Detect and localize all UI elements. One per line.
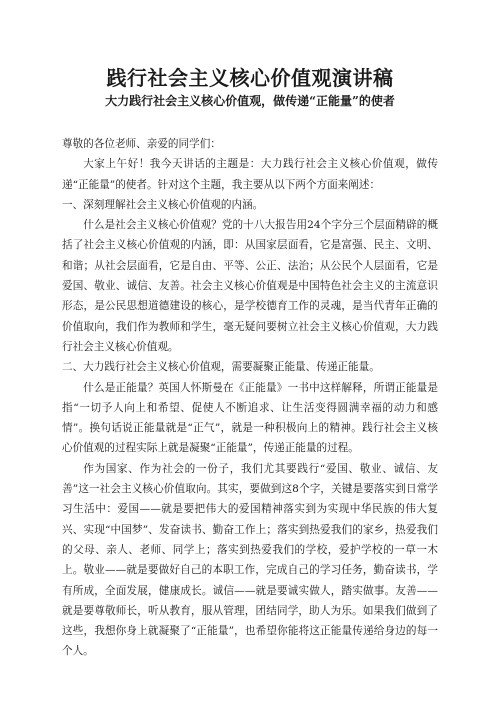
body-paragraph: 什么是社会主义核心价值观？党的十八大报告用24个字分三个层面精辟的概括了社会主义核心价值观的内涵，即：从国家层面看，它是富强、民主、文明、和谐；从社会层面看，它是自由、平等、公正、法治；从公民个人层面看，它是爱国、敬业、诚信、友善。社会主义核心价值观是中国特色社会主义的主流意识形态，是公民思想道德建设的核心，是学校德育工作的灵魂，是当代青年正确的价值取向，我们作为教师和学生，毫无疑问要树立社会主义核心价值观，大力践行社会主义核心价值观。	[62, 219, 438, 353]
document-body	[62, 134, 438, 662]
page-subtitle: 大力践行社会主义核心价值观，做传递“正能量”的使者	[105, 94, 395, 108]
body-paragraph: 作为国家、作为社会的一份子，我们尤其要践行“爱国、敬业、诚信、友善”这一社会主义核心价值取向。其实，要做到这8个字，关键是要落实到日常学习生活中：爱国——就是要把伟大的爱国精神落实到为实现中华民族的伟大复兴、实现“中国梦”、发奋读书、勤奋工作上；落实到热爱我们的家乡，热爱我们的父母、亲人、老师、同学上；落实到热爱我们的学校，爱护学校的一草一木上。敬业——就是要做好自己的本职工作，完成自己的学习任务，勤奋读书，学有所成，全面发展，健康成长。诚信——就是要诚实做人，踏实做事。友善——就是要尊敬师长，听从教育，服从管理，团结同学，助人为乐。如果我们做到了这些，我想你身上就凝聚了“正能量”，也希望你能将这正能量传递给身边的每一个人。	[62, 462, 438, 658]
body-paragraph: 大家上午好！我今天讲话的主题是：大力践行社会主义核心价值观，做传递“正能量”的使者。针对这个主题，我主要从以下两个方面来阐述：	[62, 158, 438, 191]
section-heading: 一、深刻理解社会主义核心价值观的内涵。	[62, 198, 264, 211]
section-heading: 尊敬的各位老师、亲爱的同学们：	[62, 138, 221, 150]
body-paragraph: 什么是正能量？英国人怀斯曼在《正能量》一书中这样解释，所谓正能量是指“一切予人向上和希望、促使人不断追求、让生活变得圆满幸福的动力和感情”。换句话说正能量就是“正气”，就是一种积极向上的精神。践行社会主义核心价值观的过程实际上就是凝聚“正能量”，传递正能量的过程。	[62, 381, 438, 455]
section-heading: 二、大力践行社会主义核心价值观，需要凝聚正能量、传递正能量。	[62, 361, 380, 374]
page-title: 践行社会主义核心价值观演讲稿	[106, 66, 394, 90]
